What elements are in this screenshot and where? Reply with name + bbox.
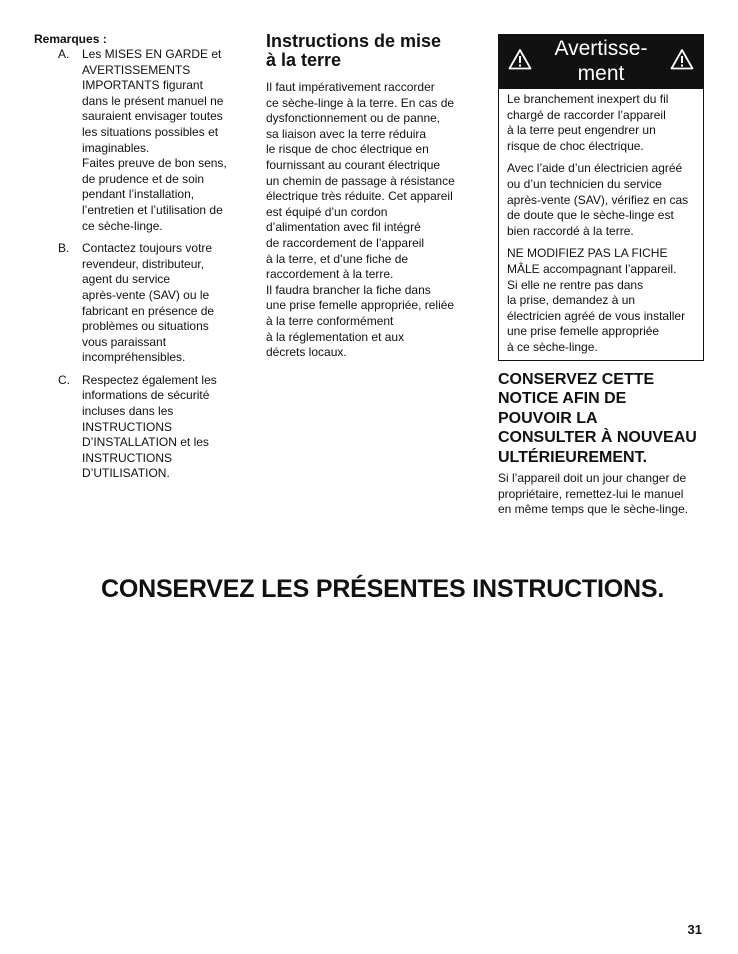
remark-item-c xyxy=(34,373,239,482)
remark-item-b xyxy=(34,241,239,366)
remark-text: Contactez toujours votre revendeur, distributeur, agent du service après-vente (SAV) ou le fabricant en présence de problèmes ou situations vous paraissant incompréhensibles. xyxy=(82,241,215,365)
remarks-column xyxy=(34,32,239,489)
warning-triangle-icon xyxy=(670,48,694,70)
warning-header xyxy=(498,34,704,89)
grounding-column xyxy=(266,32,472,361)
remark-item-a xyxy=(34,47,239,234)
warning-paragraph: Le branchement inexpert du fil chargé de raccorder l’appareil à la terre peut engendrer un risque de choc électrique. xyxy=(507,92,669,153)
remarks-title: Remarques : xyxy=(34,32,107,46)
grounding-text: Il faut impérativement raccorder ce sèche-linge à la terre. En cas de dysfonctionnement ou de panne, sa liaison avec la terre réduira le risque de choc électrique en fournissant au courant électrique un chemin de passage à résistance électrique très réduite. Cet appareil est équipé d’un cordon d’alimentation avec fil intégré de raccordement de l’appareil à la terre, et d’une fiche de raccordement à la terre. Il faudra brancher la fiche dans une prise femelle appropriée, reliée à la terre conformément à la réglementation et aux décrets locaux. xyxy=(266,80,455,360)
remark-letter: C. xyxy=(58,372,70,387)
keep-notice-text: Si l’appareil doit un jour changer de propriétaire, remettez-lui le manuel en même temps que le sèche-linge. xyxy=(498,471,689,517)
keep-notice-title: CONSERVEZ CETTE NOTICE AFIN DE POUVOIR LA CONSULTER À NOUVEAU ULTÉRIEUREMENT. xyxy=(498,370,697,466)
warning-title: Avertisse- ment xyxy=(554,37,648,85)
page-number: 31 xyxy=(687,922,702,937)
warning-paragraph: Avec l’aide d’un électricien agréé ou d’un technicien du service après-vente (SAV), vérifiez en cas de doute que le sèche-linge est bien raccordé à la terre. xyxy=(507,161,689,238)
warning-box xyxy=(498,89,704,361)
warning-paragraph: NE MODIFIEZ PAS LA FICHE MÂLE accompagnant l’appareil. Si elle ne rentre pas dans la prise, demandez à un électricien agréé de vous installer une prise femelle appropriée à ce sèche-linge. xyxy=(507,246,686,354)
remark-text: Respectez également les informations de sécurité incluses dans les INSTRUCTIONS D’INSTALLATION et les INSTRUCTIONS D’UTILISATION. xyxy=(82,372,217,481)
remark-letter: B. xyxy=(58,241,70,256)
remark-letter: A. xyxy=(58,47,70,61)
save-instructions-banner: CONSERVEZ LES PRÉSENTES INSTRUCTIONS. xyxy=(101,575,665,603)
remark-text: Les MISES EN GARDE et AVERTISSEMENTS IMPORTANTS figurant dans le présent manuel ne sauraient envisager toutes les situations possibles et imaginables. Faites preuve de bon sens, de prudence et de soin pendant l’installation, l’entretien et l’utilisation de ce sèche-linge. xyxy=(82,47,227,233)
grounding-title: Instructions de mise à la terre xyxy=(266,31,442,70)
warning-column xyxy=(498,34,704,518)
